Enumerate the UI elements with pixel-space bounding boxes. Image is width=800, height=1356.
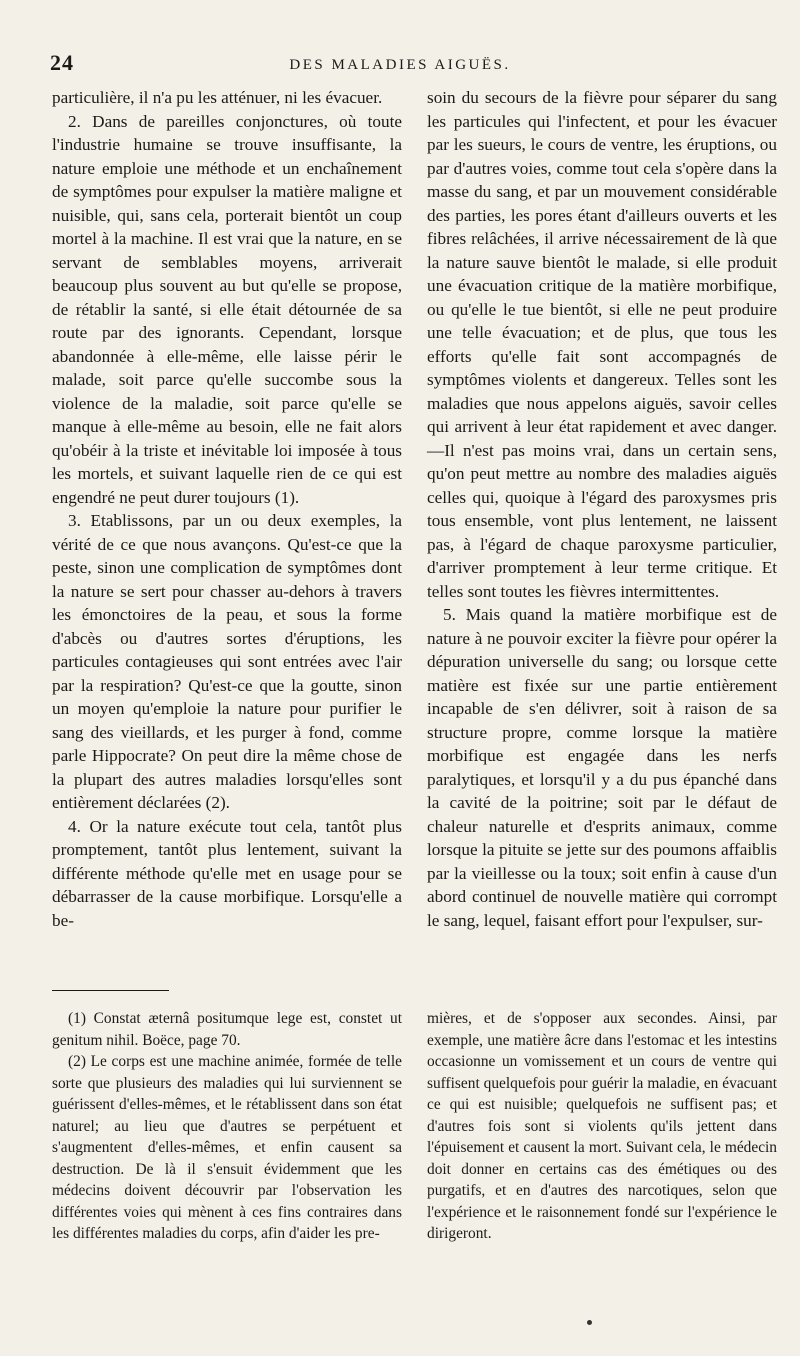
- paragraph: particulière, il n'a pu les atténuer, ni les évacuer.: [52, 88, 383, 107]
- paragraph: soin du secours de la fièvre pour séparer du sang les particules qui l'infectent, et pour les évacuer par les sueurs, le cours de ventre, les éruptions, ou par d'autres voies, comme tout cela s'opère dans la masse du sang, et par un mouvement considérable des parties, les pores étant d'ailleurs ouverts et les fibres relâchées, il arrive nécessairement de là que la nature sauve bientôt le malade, si elle produit une évacuation critique de la matière morbifique, ou qu'elle le tue bientôt, si elle ne peut produire une telle évacuation; et de plus, que tous les efforts qu'elle fait sont accompagnés de symptômes violents et dangereux. Telles sont les maladies que nous appelons aiguës, savoir celles qui arrivent à leur état rapidement et avec danger.—Il n'est pas moins vrai, dans un certain sens, qu'on peut mettre au nombre des maladies aiguës celles qui, quoique à l'égard des paroxysmes pris tous ensemble, vont plus lentement, ne laissent pas, à l'égard de chaque paroxysme particulier, d'arriver promptement à leur terme critique. Et telles sont toutes les fièvres intermittentes.: [427, 88, 777, 601]
- page-number: 24: [50, 50, 74, 75]
- footnote-divider: [52, 990, 169, 991]
- footnote: (2) Le corps est une machine animée, formée de telle sorte que plusieurs des maladies qui lui surviennent se guérissent d'elles-mêmes, et le rétablissent dans son état naturel; au lieu que d'autres se perpétuent et s'augmentent d'elles-mêmes, et enfin causent sa destruction. De là il s'ensuit évidemment que les médecins doivent découvrir par l'observation les différentes voies qui mènent à ces fins contraires dans les différentes maladies du corps, afin d'aider les pre-: [52, 1053, 402, 1242]
- running-title: DES MALADIES AIGUËS.: [289, 57, 511, 73]
- footnotes-left: [52, 1008, 402, 1245]
- paragraph: 5. Mais quand la matière morbifique est de nature à ne pouvoir exciter la fièvre pour opérer la dépuration universelle du sang; ou lorsque cette matière est fixée sur une partie entièrement incapable de s'en délivrer, soit à raison de sa structure propre, comme lorsque la matière morbifique est engagée dans les nerfs paralytiques, et lorsqu'il y a du pus épanché dans la cavité de la poitrine; soit par le défaut de chaleur naturelle et d'esprits animaux, comme lorsque la pituite se jette sur des poumons affaiblis par la vieillesse ou la toux; soit enfin à cause d'un abord continuel de nouvelle matière qui corrompt le sang, lequel, faisant effort pour l'expulser, sur-: [427, 605, 777, 930]
- printer-ornament: [587, 1320, 592, 1325]
- footnote: mières, et de s'opposer aux secondes. Ainsi, par exemple, une matière âcre dans l'estomac et les intestins occasionne un vomissement et un cours de ventre qui suffisent quelquefois pour guérir la maladie, en évacuant ce qui est nuisible; quelquefois ne suffisent pas; et d'autres fois sont si violents qu'ils jettent dans l'épuisement et causent la mort. Suivant cela, le médecin doit donner en certains cas des émétiques ou des purgatifs, et en d'autres des narcotiques, selon que l'expérience et le raisonnement fondé sur l'expérience le dirigeront.: [427, 1010, 777, 1242]
- paragraph: 4. Or la nature exécute tout cela, tantôt plus promptement, tantôt plus lentement, suivant la différente méthode qu'elle met en usage pour se débarrasser de la cause morbifique. Lorsqu'elle a be-: [52, 816, 402, 930]
- footnote: (1) Constat æternâ positumque lege est, constet ut genitum nihil. Boëce, page 70.: [52, 1010, 402, 1049]
- right-column: [427, 86, 777, 932]
- paragraph: 3. Etablissons, par un ou deux exemples, la vérité de ce que nous avançons. Qu'est-ce que la peste, sinon une complication de symptômes dont la nature se sert pour chasser au-dehors à travers les émonctoires de la peau, et sous la forme d'abcès ou d'autres sortes d'éruptions, les particules contagieuses qui sont entrées avec l'air par la respiration? Qu'est-ce que la goutte, sinon un moyen qu'emploie la nature pour purifier le sang des vieillards, et les purger à fond, comme parle Hippocrate? On peut dire la même chose de la plupart des autres maladies lorsqu'elles sont entièrement déclarées (2).: [52, 511, 402, 812]
- paragraph: 2. Dans de pareilles conjonctures, où toute l'industrie humaine se trouve insuffisante, la nature emploie une méthode et un enchaînement de symptômes pour expulser la matière maligne et nuisible, qui, sans cela, porterait bientôt un coup mortel à la machine. Il est vrai que la nature, en se servant de semblables moyens, arriverait beaucoup plus souvent au but qu'elle se propose, de rétablir la santé, si elle était détournée de sa route par des ignorants. Cependant, lorsque abandonnée à elle-même, elle laisse périr le malade, soit parce qu'elle succombe sous la violence de la maladie, soit parce qu'elle se manque à elle-même au besoin, elle ne fait alors qu'obéir à la triste et inévitable loi imposée à tous les mortels, et suivant laquelle rien de ce qui est engendré ne peut durer toujours (1).: [52, 111, 402, 507]
- left-column: [52, 86, 402, 932]
- footnotes-right: [427, 1008, 777, 1245]
